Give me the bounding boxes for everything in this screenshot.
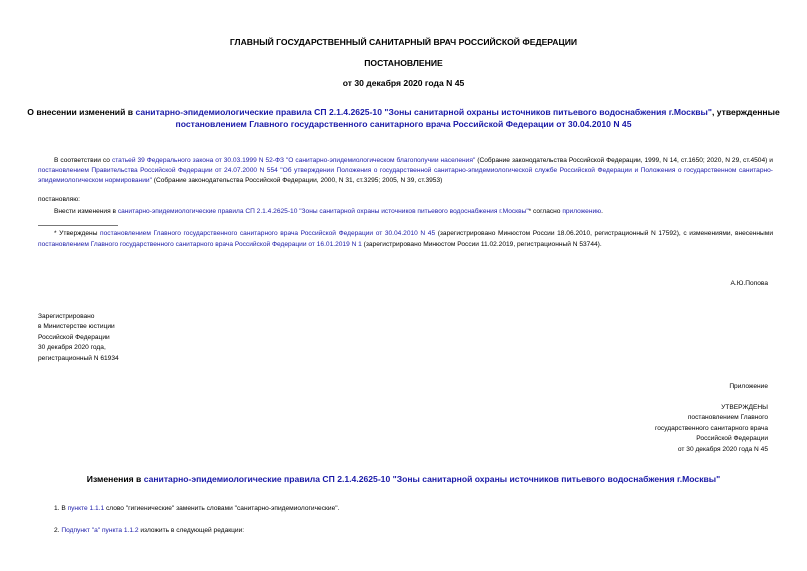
item1-text-1: 1. В bbox=[54, 505, 68, 512]
registration-line: в Министерстве юстиции bbox=[38, 323, 115, 331]
registration-line: регистрационный N 61934 bbox=[38, 354, 119, 362]
change-item-1 bbox=[54, 504, 339, 514]
footnote-text-2: (зарегистрировано Минюстом России 18.06.2010, регистрационный N 17592), с изменениями, внесенными bbox=[435, 230, 773, 237]
preamble-text-1: В соответствии со bbox=[54, 157, 112, 164]
registration-line: Зарегистрировано bbox=[38, 313, 95, 320]
footnote-link-resolution-2010[interactable]: постановлением Главного государственного санитарного врача Российской Федерации от 30.04.2010 N 45 bbox=[100, 230, 436, 237]
title-text-1: О внесении изменений в bbox=[27, 107, 136, 117]
document-type: ПОСТАНОВЛЕНИЕ bbox=[364, 58, 443, 68]
footnote-link-resolution-2019[interactable]: постановлением Главного государственного санитарного врача Российской Федерации от 16.01.2019 N 1 bbox=[38, 240, 362, 248]
resolve-link-appendix[interactable]: приложению bbox=[562, 208, 602, 215]
change-item-2 bbox=[54, 526, 244, 536]
title-text-2: , утвержденные bbox=[711, 107, 780, 117]
item2-text-1: 2. bbox=[54, 527, 62, 534]
approval-line: от 30 декабря 2020 года N 45 bbox=[677, 445, 768, 453]
item1-text-2: слово "гигиенические" заменить словами "санитарно-эпидемиологические". bbox=[104, 505, 340, 512]
title-link-sanrules[interactable]: санитарно-эпидемиологические правила СП 2.1.4.2625-10 "Зоны санитарной охраны источников питьевого водоснабжения г.Москвы" bbox=[135, 107, 712, 117]
preamble-link-law[interactable]: статьей 39 Федерального закона от 30.03.1999 N 52-ФЗ "О санитарно-эпидемиологическом благополучии населения" bbox=[111, 157, 476, 164]
registration-line: Российской Федерации bbox=[38, 333, 110, 341]
document-date-number: от 30 декабря 2020 года N 45 bbox=[342, 78, 465, 88]
preamble-link-government-decree[interactable]: постановлением Правительства Российской Федерации от 24.07.2000 N 554 "Об утверждении Положения о государственной санитарно-эпидемиологической службе Российской Федерации и Положения о государственном санитарно-эпидемиологическом нормировании" bbox=[38, 167, 773, 184]
preamble-text-2: (Собрание законодательства Российской Федерации, 1999, N 14, ст.1650; 2020, N 29, ст.4504) и bbox=[475, 157, 773, 164]
footnote-divider bbox=[38, 225, 118, 226]
footnote-text-1: * Утверждены bbox=[54, 230, 101, 237]
item2-link-clause[interactable]: пункта 1.1.2 bbox=[101, 527, 139, 534]
document-title bbox=[20, 106, 787, 130]
registration-line: 30 декабря 2020 года, bbox=[38, 344, 106, 352]
preamble-text-3: (Собрание законодательства Российской Федерации, 2000, N 31, ст.3295; 2005, N 39, ст.3953) bbox=[151, 177, 443, 184]
resolve-text-3: . bbox=[601, 208, 603, 215]
title-link-resolution-2010[interactable]: постановлением Главного государственного санитарного врача Российской Федерации от 30.04.2010 N 45 bbox=[175, 119, 632, 129]
resolve-label: постановляю: bbox=[38, 196, 81, 203]
signature: А.Ю.Попова bbox=[730, 280, 768, 287]
approval-line: УТВЕРЖДЕНЫ bbox=[721, 404, 768, 411]
appendix-label: Приложение bbox=[729, 383, 768, 390]
footnote-text-3: (зарегистрировано Минюстом России 11.02.2019, регистрационный N 53744). bbox=[361, 240, 602, 248]
changes-title-link-sanrules[interactable]: санитарно-эпидемиологические правила СП 2.1.4.2625-10 "Зоны санитарной охраны источников питьевого водоснабжения г.Москвы" bbox=[143, 474, 721, 484]
footnote-paragraph bbox=[38, 229, 773, 250]
item1-link-clause[interactable]: пункте 1.1.1 bbox=[67, 505, 105, 512]
resolve-link-sanrules[interactable]: санитарно-эпидемиологические правила СП 2.1.4.2625-10 "Зоны санитарной охраны источников питьевого водоснабжения г.Москвы" bbox=[117, 208, 529, 215]
resolve-text-2: * согласно bbox=[528, 208, 563, 215]
changes-title-text: Изменения в bbox=[86, 474, 144, 484]
item2-text-3: изложить в следующей редакции: bbox=[138, 527, 245, 534]
resolve-text-1: Внести изменения в bbox=[54, 208, 118, 215]
item2-link-subclause[interactable]: Подпункт "а" bbox=[61, 527, 101, 534]
preamble-paragraph bbox=[38, 156, 773, 186]
approval-line: государственного санитарного врача bbox=[654, 424, 768, 432]
changes-title bbox=[0, 474, 807, 484]
approval-line: постановлением Главного bbox=[687, 414, 768, 422]
issuer-heading: ГЛАВНЫЙ ГОСУДАРСТВЕННЫЙ САНИТАРНЫЙ ВРАЧ РОССИЙСКОЙ ФЕДЕРАЦИИ bbox=[229, 37, 578, 47]
approval-block bbox=[500, 403, 768, 455]
resolve-paragraph bbox=[54, 207, 774, 217]
registration-block bbox=[38, 312, 119, 364]
approval-line: Российской Федерации bbox=[696, 435, 768, 443]
